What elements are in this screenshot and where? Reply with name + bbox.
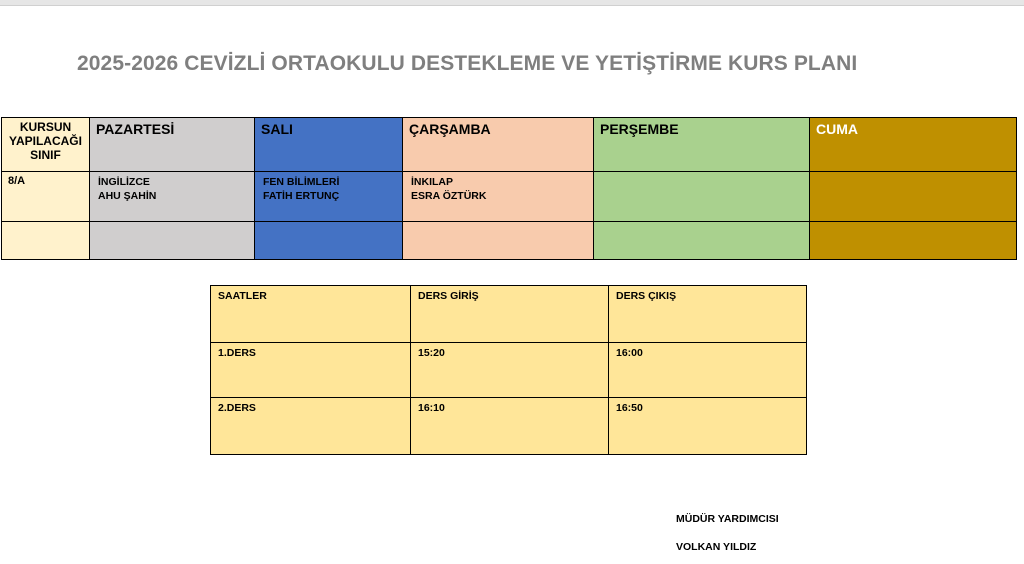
weekly-schedule-table — [1, 117, 1017, 260]
schedule-row — [2, 172, 1017, 222]
course-name: FEN BİLİMLERİ — [263, 176, 340, 188]
lesson-hours-table — [210, 285, 807, 455]
schedule-cell-wednesday — [403, 222, 594, 260]
signature-name: VOLKAN YILDIZ — [676, 541, 757, 553]
lesson-start-time: 15:20 — [411, 343, 609, 398]
hours-header-cell: DERS GİRİŞ — [411, 286, 609, 343]
day-label: PAZARTESİ — [96, 121, 175, 137]
day-label: ÇARŞAMBA — [409, 121, 491, 137]
schedule-cell-friday — [810, 222, 1017, 260]
teacher-name: AHU ŞAHİN — [98, 190, 157, 202]
schedule-cell-thursday — [594, 222, 810, 260]
schedule-cell-tuesday — [255, 222, 403, 260]
day-header-wednesday — [403, 118, 594, 172]
hours-header-cell: DERS ÇIKIŞ — [609, 286, 807, 343]
day-header-monday — [90, 118, 255, 172]
day-label: SALI — [261, 121, 293, 137]
schedule-row — [2, 222, 1017, 260]
lesson-label: 2.DERS — [211, 398, 411, 455]
class-header-line: YAPILACAĞI — [9, 134, 82, 148]
day-header-thursday — [594, 118, 810, 172]
class-cell: 8/A — [2, 172, 90, 222]
class-column-header — [2, 118, 90, 172]
hours-row — [211, 398, 807, 455]
lesson-end-time: 16:00 — [609, 343, 807, 398]
document-title: 2025-2026 CEVİZLİ ORTAOKULU DESTEKLEME VE YETİŞTİRME KURS PLANI — [77, 52, 858, 75]
schedule-cell-friday — [810, 172, 1017, 222]
schedule-cell-tuesday — [255, 172, 403, 222]
day-label: PERŞEMBE — [600, 121, 679, 137]
schedule-cell-monday — [90, 222, 255, 260]
hours-header-cell: SAATLER — [211, 286, 411, 343]
day-label: CUMA — [816, 121, 858, 137]
lesson-label: 1.DERS — [211, 343, 411, 398]
class-cell — [2, 222, 90, 260]
course-name: İNGİLİZCE — [98, 176, 150, 188]
lesson-end-time: 16:50 — [609, 398, 807, 455]
signature-role: MÜDÜR YARDIMCISI — [676, 513, 779, 525]
schedule-cell-thursday — [594, 172, 810, 222]
class-header-line: KURSUN — [19, 120, 72, 134]
hours-row — [211, 343, 807, 398]
course-name: İNKILAP — [411, 176, 453, 188]
teacher-name: ESRA ÖZTÜRK — [411, 190, 487, 202]
schedule-header-row — [2, 118, 1017, 172]
schedule-cell-wednesday — [403, 172, 594, 222]
schedule-cell-monday — [90, 172, 255, 222]
hours-header-row — [211, 286, 807, 343]
day-header-tuesday — [255, 118, 403, 172]
day-header-friday — [810, 118, 1017, 172]
teacher-name: FATİH ERTUNÇ — [263, 190, 340, 202]
lesson-start-time: 16:10 — [411, 398, 609, 455]
top-toolbar-strip — [0, 0, 1024, 6]
class-header-line: SINIF — [30, 148, 61, 162]
